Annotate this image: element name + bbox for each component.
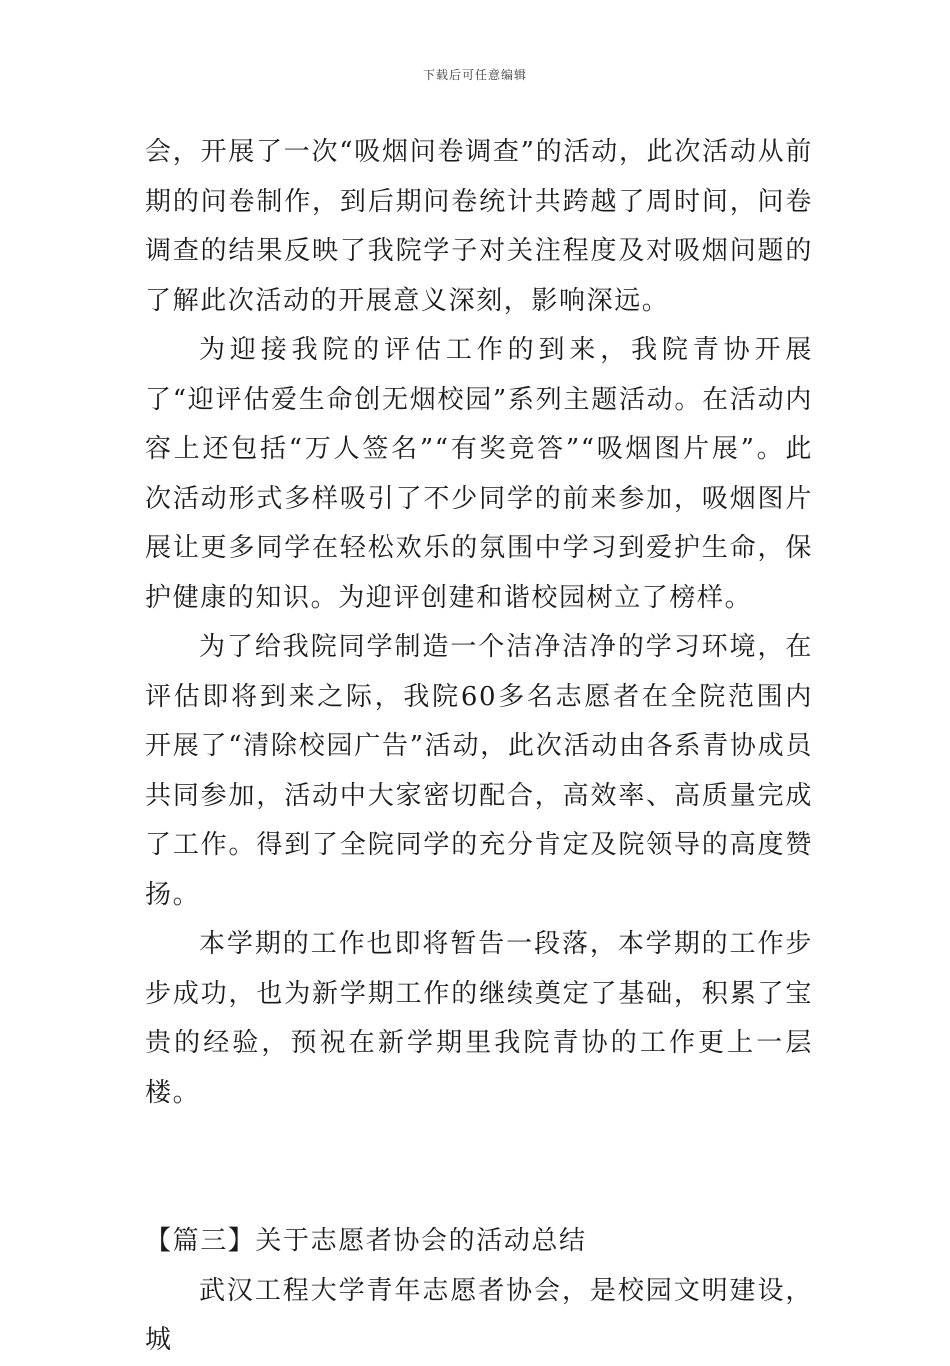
document-body	[145, 128, 813, 1366]
paragraph-poster-cleanup: 为了给我院同学制造一个洁净洁净的学习环境，在评估即将到来之际，我院60多名志愿者在全院范围内开展了“清除校园广告”活动，此次活动由各系青协成员共同参加，活动中大家密切配合，高效率、高质量完成了工作。得到了全院同学的充分肯定及院领导的高度赞扬。	[145, 632, 814, 910]
paragraph-semester-summary: 本学期的工作也即将暂告一段落，本学期的工作步步成功，也为新学期工作的继续奠定了基础，积累了宝贵的经验，预祝在新学期里我院青协的工作更上一层楼。	[145, 929, 813, 1108]
page-header: 下载后可任意编辑	[422, 68, 527, 82]
paragraph-section-intro: 武汉工程大学青年志愿者协会，是校园文明建设，城	[145, 1275, 813, 1355]
paragraph-smoke-free-campaign: 为迎接我院的评估工作的到来，我院青协开展了“迎评估爱生命创无烟校园”系列主题活动。在活动内容上还包括“万人签名”“有奖竞答”“吸烟图片展”。此次活动形式多样吸引了不少同学的前来参加，吸烟图片展让更多同学在轻松欢乐的氛围中学习到爱护生命，保护健康的知识。为迎评创建和谐校园树立了榜样。	[145, 335, 813, 613]
section-heading: 【篇三】关于志愿者协会的活动总结	[145, 1226, 587, 1256]
paragraph-continued: 会，开展了一次“吸烟问卷调查”的活动，此次活动从前期的问卷制作，到后期问卷统计共跨越了周时间，问卷调查的结果反映了我院学子对关注程度及对吸烟问题的了解此次活动的开展意义深刻，影响深远。	[145, 137, 813, 316]
section-spacer	[145, 1118, 813, 1217]
